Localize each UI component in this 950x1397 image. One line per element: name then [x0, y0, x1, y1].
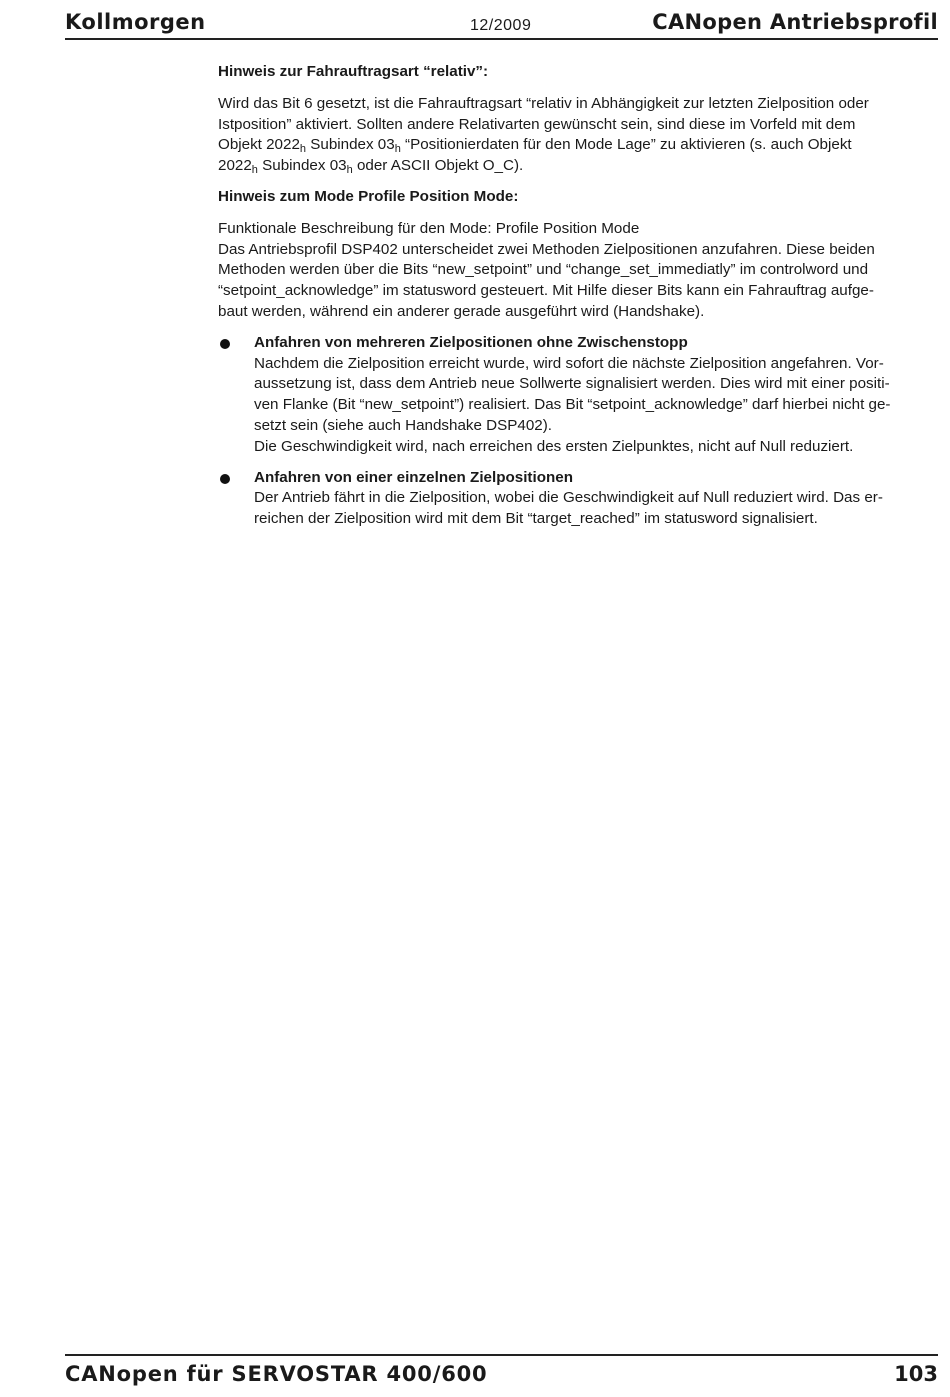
text-line: reichen der Zielposition wird mit dem Bit “target_reached” im statusword signalisiert. [254, 510, 818, 528]
header-date: 12/2009 [470, 17, 532, 34]
page-footer [65, 1354, 938, 1390]
text-line: setzt sein (siehe auch Handshake DSP402). [254, 416, 553, 434]
text-line [218, 135, 926, 156]
bullet-item-multiple-targets [218, 333, 926, 458]
text-line: Wird das Bit 6 gesetzt, ist die Fahrauftragsart “relativ in Abhängigkeit zur letzten Zielposition oder [218, 94, 869, 112]
paragraph-profile-position-mode [218, 219, 926, 323]
text-line: aussetzung ist, dass dem Antrieb neue Sollwerte signalisiert werden. Dies wird mit einer positi- [254, 375, 890, 393]
text-line: Die Geschwindigkeit wird, nach erreichen des ersten Zielpunktes, nicht auf Null reduziert. [254, 437, 854, 455]
heading-profile-position-mode: Hinweis zum Mode Profile Position Mode: [218, 187, 519, 205]
text-run: 2022 [218, 157, 252, 175]
heading-relativ: Hinweis zur Fahrauftragsart “relativ”: [218, 63, 489, 80]
page-content [218, 62, 926, 540]
bullet-dot-icon [220, 339, 230, 349]
page-number: 103 [894, 1362, 938, 1386]
text-line: Das Antriebsprofil DSP402 unterscheidet zwei Methoden Zielpositionen anzufahren. Diese beiden [218, 240, 875, 258]
text-line: baut werden, während ein anderer gerade ausgeführt wird (Handshake). [218, 302, 705, 320]
hex-subscript: h [346, 164, 353, 177]
footer-document-title: CANopen für SERVOSTAR 400/600 [65, 1362, 488, 1386]
text-run: oder ASCII Objekt O_C). [352, 157, 524, 175]
text-line [218, 156, 926, 177]
text-run: “Positionierdaten für den Mode Lage” zu aktivieren (s. auch Objekt [400, 136, 852, 154]
text-line: Funktionale Beschreibung für den Mode: Profile Position Mode [218, 219, 640, 237]
paragraph-relativ [218, 94, 926, 177]
text-line: “setpoint_acknowledge” im statusword gesteuert. Mit Hilfe dieser Bits kann ein Fahrauftrag aufge- [218, 282, 874, 300]
bullet-item-single-target [218, 468, 926, 530]
header-company: Kollmorgen [65, 10, 206, 34]
bullet-title: Anfahren von mehreren Zielpositionen ohne Zwischenstopp [254, 333, 688, 351]
hex-subscript: h [251, 164, 258, 177]
text-line: Nachdem die Zielposition erreicht wurde, wird sofort die nächste Zielposition angefahren. Vor- [254, 354, 884, 372]
text-run: Objekt 2022 [218, 136, 300, 154]
text-line: Istposition” aktiviert. Sollten andere Relativarten gewünscht sein, sind diese im Vorfeld mit dem [218, 115, 856, 133]
page-header [65, 10, 938, 40]
bullet-dot-icon [220, 474, 230, 484]
text-run: Subindex 03 [257, 157, 347, 175]
header-chapter: CANopen Antriebsprofil [652, 10, 938, 34]
hex-subscript: h [299, 143, 307, 156]
text-line: Methoden werden über die Bits “new_setpoint” und “change_set_immediatly” im controlword und [218, 261, 869, 279]
text-line: ven Flanke (Bit “new_setpoint”) realisiert. Das Bit “setpoint_acknowledge” darf hierbei nicht ge- [254, 396, 891, 414]
text-run: Subindex 03 [306, 136, 395, 154]
bullet-title: Anfahren von einer einzelnen Zielpositionen [254, 468, 573, 486]
text-line: Der Antrieb fährt in die Zielposition, wobei die Geschwindigkeit auf Null reduziert wird. Das er- [254, 489, 883, 507]
hex-subscript: h [394, 143, 401, 156]
